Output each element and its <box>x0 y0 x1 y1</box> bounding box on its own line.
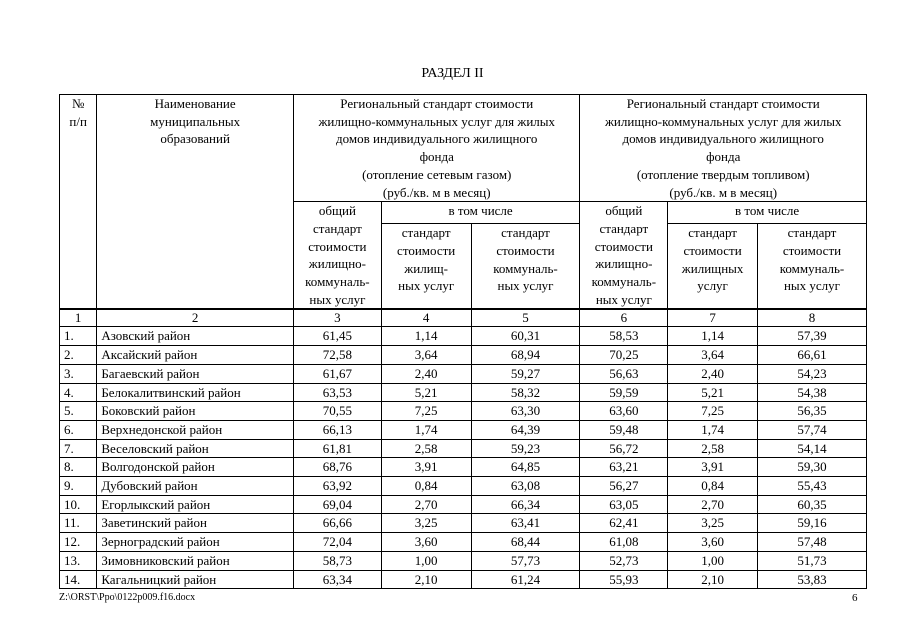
value-cell: 56,35 <box>757 402 866 421</box>
value-cell: 59,27 <box>471 364 580 383</box>
value-cell: 3,25 <box>668 514 758 533</box>
header-total-solid: общий стандарт стоимости жилищно- коммуналь- ных услуг <box>580 202 668 310</box>
value-cell: 59,23 <box>471 439 580 458</box>
value-cell: 60,31 <box>471 327 580 346</box>
value-cell: 1,74 <box>381 420 471 439</box>
value-cell: 61,24 <box>471 570 580 589</box>
row-number: 10. <box>60 495 97 514</box>
value-cell: 61,08 <box>580 533 668 552</box>
value-cell: 5,21 <box>381 383 471 402</box>
header-utility-gas: стандарт стоимости коммуналь- ных услуг <box>471 224 580 310</box>
column-number: 2 <box>97 309 294 327</box>
municipality-name: Боковский район <box>97 402 294 421</box>
header-utility-solid: стандарт стоимости коммуналь- ных услуг <box>757 224 866 310</box>
value-cell: 68,76 <box>294 458 382 477</box>
row-number: 13. <box>60 551 97 570</box>
table-row <box>60 402 867 421</box>
table-row <box>60 439 867 458</box>
municipality-name: Белокалитвинский район <box>97 383 294 402</box>
value-cell: 54,14 <box>757 439 866 458</box>
column-number: 1 <box>60 309 97 327</box>
value-cell: 58,73 <box>294 551 382 570</box>
value-cell: 3,25 <box>381 514 471 533</box>
value-cell: 54,23 <box>757 364 866 383</box>
table-row <box>60 514 867 533</box>
value-cell: 2,40 <box>381 364 471 383</box>
value-cell: 2,58 <box>668 439 758 458</box>
value-cell: 57,74 <box>757 420 866 439</box>
section-title: РАЗДЕЛ II <box>421 66 484 81</box>
value-cell: 53,83 <box>757 570 866 589</box>
municipality-name: Волгодонской район <box>97 458 294 477</box>
value-cell: 3,60 <box>668 533 758 552</box>
value-cell: 63,08 <box>471 477 580 496</box>
table-row <box>60 383 867 402</box>
value-cell: 5,21 <box>668 383 758 402</box>
value-cell: 66,34 <box>471 495 580 514</box>
row-number: 14. <box>60 570 97 589</box>
value-cell: 72,04 <box>294 533 382 552</box>
value-cell: 0,84 <box>381 477 471 496</box>
table-row <box>60 477 867 496</box>
value-cell: 68,44 <box>471 533 580 552</box>
value-cell: 66,61 <box>757 346 866 365</box>
table-row <box>60 551 867 570</box>
header-solid-group: Региональный стандарт стоимости жилищно-коммунальных услуг для жилых домов индивидуального жилищного фонда (отопление твердым топливом) (руб./кв. м в месяц) <box>580 95 867 202</box>
value-cell: 63,05 <box>580 495 668 514</box>
value-cell: 64,85 <box>471 458 580 477</box>
value-cell: 57,39 <box>757 327 866 346</box>
value-cell: 61,67 <box>294 364 382 383</box>
municipality-name: Егорлыкский район <box>97 495 294 514</box>
value-cell: 64,39 <box>471 420 580 439</box>
municipality-name: Зимовниковский район <box>97 551 294 570</box>
column-number-row <box>60 309 867 327</box>
table-body <box>60 309 867 588</box>
table-row <box>60 533 867 552</box>
value-cell: 51,73 <box>757 551 866 570</box>
row-number: 3. <box>60 364 97 383</box>
header-including-gas: в том числе <box>381 202 580 224</box>
value-cell: 7,25 <box>668 402 758 421</box>
municipality-name: Веселовский район <box>97 439 294 458</box>
row-number: 4. <box>60 383 97 402</box>
table-row <box>60 570 867 589</box>
row-number: 9. <box>60 477 97 496</box>
table-row <box>60 458 867 477</box>
value-cell: 1,00 <box>668 551 758 570</box>
value-cell: 63,53 <box>294 383 382 402</box>
value-cell: 63,21 <box>580 458 668 477</box>
value-cell: 56,72 <box>580 439 668 458</box>
value-cell: 59,16 <box>757 514 866 533</box>
table-row <box>60 327 867 346</box>
header-gas-group: Региональный стандарт стоимости жилищно-коммунальных услуг для жилых домов индивидуального жилищного фонда (отопление сетевым газом) (руб./кв. м в месяц) <box>294 95 580 202</box>
row-number: 1. <box>60 327 97 346</box>
column-number: 7 <box>668 309 758 327</box>
tariff-table <box>59 94 867 589</box>
value-cell: 55,93 <box>580 570 668 589</box>
value-cell: 57,73 <box>471 551 580 570</box>
value-cell: 63,92 <box>294 477 382 496</box>
value-cell: 63,34 <box>294 570 382 589</box>
value-cell: 55,43 <box>757 477 866 496</box>
municipality-name: Дубовский район <box>97 477 294 496</box>
value-cell: 2,40 <box>668 364 758 383</box>
value-cell: 1,14 <box>381 327 471 346</box>
header-housing-gas: стандарт стоимости жилищ- ных услуг <box>381 224 471 310</box>
value-cell: 61,81 <box>294 439 382 458</box>
table-row <box>60 364 867 383</box>
value-cell: 63,41 <box>471 514 580 533</box>
column-number: 8 <box>757 309 866 327</box>
row-number: 12. <box>60 533 97 552</box>
value-cell: 1,74 <box>668 420 758 439</box>
value-cell: 3,64 <box>668 346 758 365</box>
municipality-name: Зерноградский район <box>97 533 294 552</box>
value-cell: 60,35 <box>757 495 866 514</box>
value-cell: 63,30 <box>471 402 580 421</box>
row-number: 2. <box>60 346 97 365</box>
value-cell: 3,91 <box>381 458 471 477</box>
value-cell: 2,70 <box>381 495 471 514</box>
value-cell: 52,73 <box>580 551 668 570</box>
value-cell: 58,53 <box>580 327 668 346</box>
file-path: Z:\ORST\Ppo\0122p009.f16.docx <box>59 592 196 603</box>
column-number: 6 <box>580 309 668 327</box>
header-total-gas: общий стандарт стоимости жилищно- коммуналь- ных услуг <box>294 202 382 310</box>
value-cell: 59,30 <box>757 458 866 477</box>
value-cell: 59,48 <box>580 420 668 439</box>
table-header <box>60 95 867 310</box>
value-cell: 57,48 <box>757 533 866 552</box>
value-cell: 56,63 <box>580 364 668 383</box>
municipality-name: Заветинский район <box>97 514 294 533</box>
municipality-name: Азовский район <box>97 327 294 346</box>
page-number: 6 <box>852 592 858 604</box>
value-cell: 61,45 <box>294 327 382 346</box>
column-number: 4 <box>381 309 471 327</box>
row-number: 8. <box>60 458 97 477</box>
value-cell: 63,60 <box>580 402 668 421</box>
value-cell: 58,32 <box>471 383 580 402</box>
municipality-name: Аксайский район <box>97 346 294 365</box>
municipality-name: Багаевский район <box>97 364 294 383</box>
value-cell: 2,10 <box>668 570 758 589</box>
row-number: 7. <box>60 439 97 458</box>
value-cell: 66,13 <box>294 420 382 439</box>
value-cell: 59,59 <box>580 383 668 402</box>
value-cell: 69,04 <box>294 495 382 514</box>
column-number: 3 <box>294 309 382 327</box>
table-row <box>60 346 867 365</box>
value-cell: 1,14 <box>668 327 758 346</box>
header-including-solid: в том числе <box>668 202 867 224</box>
table-row <box>60 495 867 514</box>
value-cell: 2,70 <box>668 495 758 514</box>
value-cell: 70,55 <box>294 402 382 421</box>
value-cell: 68,94 <box>471 346 580 365</box>
municipality-name: Кагальницкий район <box>97 570 294 589</box>
value-cell: 54,38 <box>757 383 866 402</box>
header-housing-solid: стандарт стоимости жилищных услуг <box>668 224 758 310</box>
value-cell: 3,60 <box>381 533 471 552</box>
value-cell: 70,25 <box>580 346 668 365</box>
value-cell: 3,91 <box>668 458 758 477</box>
value-cell: 7,25 <box>381 402 471 421</box>
value-cell: 3,64 <box>381 346 471 365</box>
value-cell: 2,58 <box>381 439 471 458</box>
row-number: 5. <box>60 402 97 421</box>
value-cell: 66,66 <box>294 514 382 533</box>
table-row <box>60 420 867 439</box>
value-cell: 2,10 <box>381 570 471 589</box>
value-cell: 0,84 <box>668 477 758 496</box>
value-cell: 62,41 <box>580 514 668 533</box>
value-cell: 56,27 <box>580 477 668 496</box>
header-name: Наименование муниципальных образований <box>97 95 294 310</box>
row-number: 11. <box>60 514 97 533</box>
header-num: № п/п <box>60 95 97 310</box>
value-cell: 72,58 <box>294 346 382 365</box>
value-cell: 1,00 <box>381 551 471 570</box>
column-number: 5 <box>471 309 580 327</box>
row-number: 6. <box>60 420 97 439</box>
municipality-name: Верхнедонской район <box>97 420 294 439</box>
